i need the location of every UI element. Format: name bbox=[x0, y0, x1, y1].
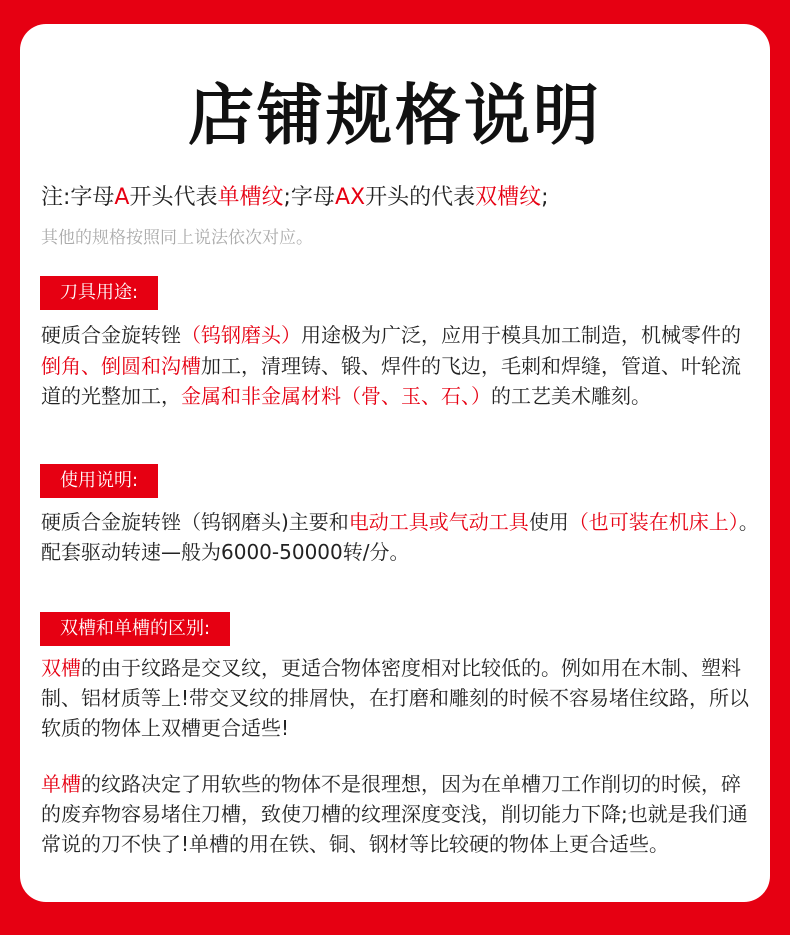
instructions-line-1: 硬质合金旋转锉（钨钢磨头)主要和电动工具或气动工具使用（也可装在机床上）。 bbox=[41, 510, 759, 534]
letter-a: A bbox=[114, 185, 130, 210]
difference-p2-line-2: 的废弃物容易堵住刀槽，致使刀槽的纹理深度变浅，削切能力下降;也就是我们通 bbox=[41, 802, 748, 826]
difference-p1-line-1: 双槽的由于纹路是交叉纹，更适合物体密度相对比较低的。例如用在木制、塑料 bbox=[41, 656, 741, 680]
section-label-instructions: 使用说明: bbox=[40, 464, 158, 498]
instructions-line-2: 配套驱动转速—般为6000-50000转/分。 bbox=[41, 540, 410, 564]
note-line: 注:字母A开头代表单槽纹;字母AX开头的代表双槽纹; bbox=[41, 185, 549, 210]
spec-card bbox=[20, 24, 770, 902]
letter-ax: AX bbox=[334, 185, 366, 210]
section-label-usage: 刀具用途: bbox=[40, 276, 158, 310]
page-title: 店铺规格说明 bbox=[188, 77, 602, 154]
usage-line-1: 硬质合金旋转锉（钨钢磨头）用途极为广泛，应用于模具加工制造，机械零件的 bbox=[41, 323, 741, 347]
difference-p1-line-2: 制、铝材质等上!带交叉纹的排屑快，在打磨和雕刻的时候不容易堵住纹路，所以 bbox=[41, 686, 750, 710]
difference-p2-line-3: 常说的刀不快了!单槽的用在铁、铜、钢材等比较硬的物体上更合适些。 bbox=[41, 832, 670, 856]
single-groove-term: 单槽纹 bbox=[217, 185, 284, 210]
section-label-difference: 双槽和单槽的区别: bbox=[40, 612, 230, 646]
difference-p1-line-3: 软质的物体上双槽更合适些! bbox=[41, 716, 290, 740]
note-subtext: 其他的规格按照同上说法依次对应。 bbox=[41, 228, 313, 248]
usage-line-3: 道的光整加工，金属和非金属材料（骨、玉、石、）的工艺美术雕刻。 bbox=[41, 384, 651, 408]
double-groove-term: 双槽纹 bbox=[475, 185, 542, 210]
difference-p2-line-1: 单槽的纹路决定了用软些的物体不是很理想，因为在单槽刀工作削切的时候，碎 bbox=[41, 772, 741, 796]
usage-line-2: 倒角、倒圆和沟槽加工，清理铸、锻、焊件的飞边，毛刺和焊缝，管道、叶轮流 bbox=[41, 354, 741, 378]
